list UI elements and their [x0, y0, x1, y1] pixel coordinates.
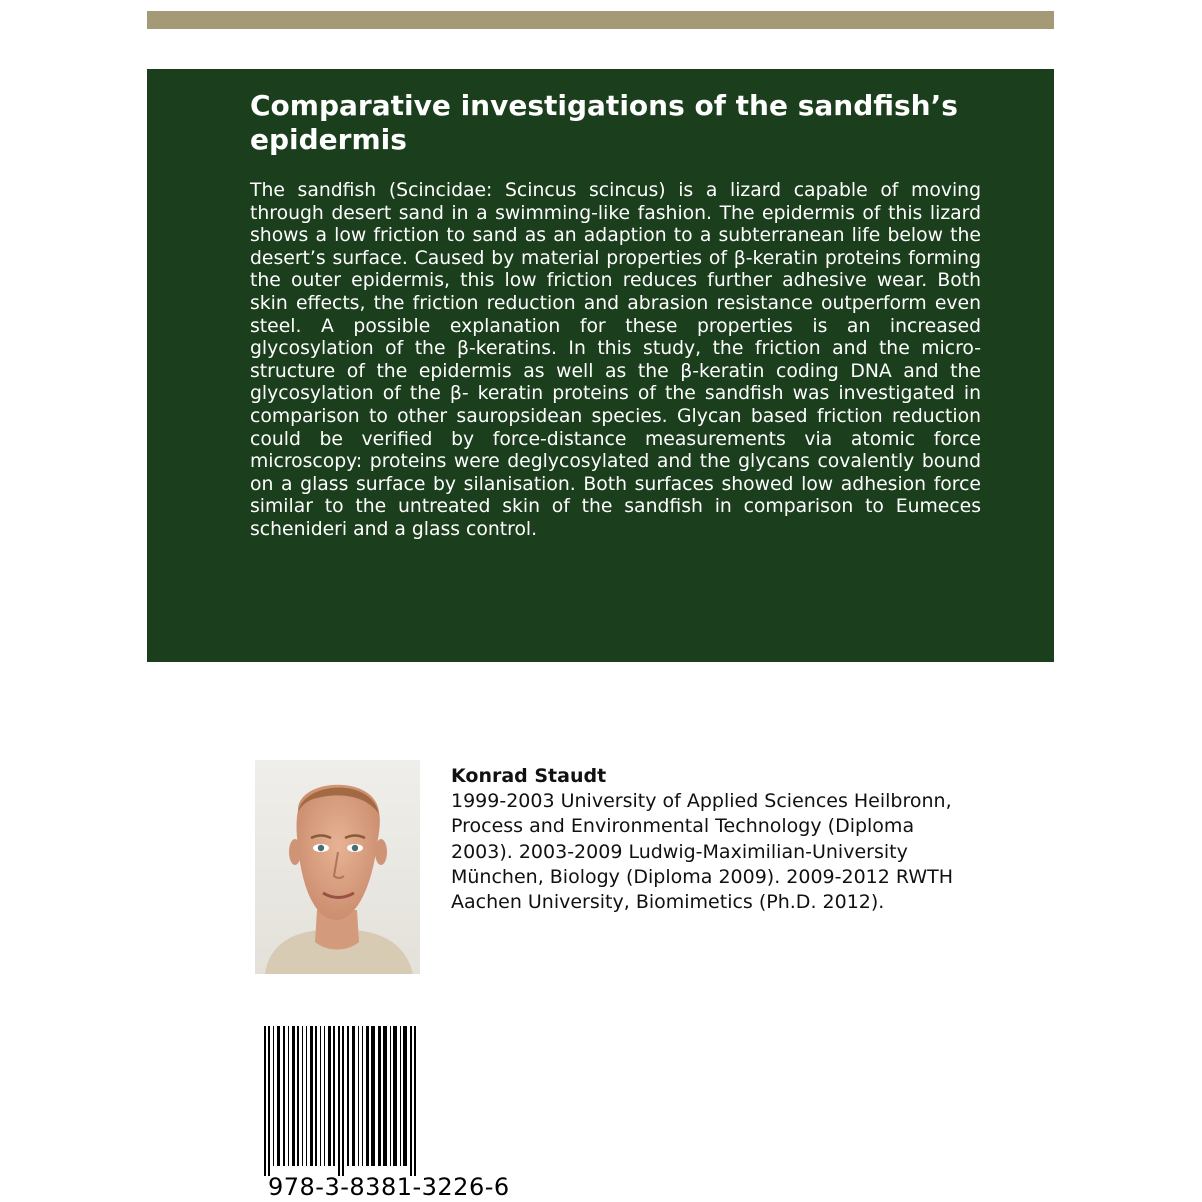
barcode-bar: [264, 1026, 266, 1176]
barcode-bar: [268, 1026, 270, 1176]
barcode-bar: [378, 1026, 381, 1166]
barcode-bar: [383, 1026, 387, 1166]
barcode-bar: [273, 1026, 274, 1166]
barcode-bar: [302, 1026, 303, 1166]
barcode-bar: [277, 1026, 280, 1166]
barcode-bar: [283, 1026, 285, 1166]
back-cover-panel: [147, 69, 1054, 662]
barcode-bar: [410, 1026, 412, 1176]
barcode-bar: [403, 1026, 407, 1166]
barcode-bar: [390, 1026, 391, 1166]
book-title: Comparative investigations of the sandfish’s epidermis: [250, 89, 958, 156]
barcode-bar: [297, 1026, 299, 1166]
barcode-bar: [338, 1026, 340, 1176]
barcode-bar: [393, 1026, 397, 1166]
barcode-bar: [333, 1026, 335, 1166]
barcode-bar: [371, 1026, 375, 1166]
author-photo: [255, 760, 420, 974]
abstract-text: The sandfish (Scincidae: Scincus scincus) is a lizard capable of moving through desert sand in a swimming-like fashion. The epidermis of this lizard shows a low friction to sand as an adaption to a subterranean life below the desert’s surface. Caused by material properties of β-keratin proteins forming the outer epidermis, this low friction reduces further adhesive wear. Both skin effects, the friction reduction and abrasion resistance outperform even steel. A possible explanation for these properties is an increased glycosylation of the β-keratins. In this study, the friction and the micro-structure of the epidermis as well as the β-keratin coding DNA and the glycosylation of the β- keratin proteins of the sandfish was investigated in comparison to other sauropsidean species. Glycan based friction reduction could be verified by force-distance measurements via atomic force microscopy: proteins were deglycosylated and the glycans covalently bound on a glass surface by silanisation. Both surfaces showed low adhesion force similar to the untreated skin of the sandfish in comparison to Eumeces schenideri and a glass control.: [250, 180, 981, 540]
barcode-bar: [292, 1026, 295, 1166]
barcode-bar: [310, 1026, 313, 1166]
top-accent-bar: [147, 11, 1054, 29]
author-bio: 1999-2003 University of Applied Sciences Heilbronn, Process and Environmental Technology (Diploma 2003). 2003-2009 Ludwig-Maximilian-University München, Biology (Diploma 2009). 2009-2012 RWTH Aachen University, Biomimetics (Ph.D. 2012).: [451, 790, 953, 914]
author-info: [451, 764, 971, 915]
isbn-number: 978-3-8381-3226-6: [268, 1173, 510, 1201]
barcode-bar: [288, 1026, 289, 1166]
isbn-barcode: [262, 1026, 530, 1176]
barcode-bar: [366, 1026, 369, 1166]
barcode-bar: [400, 1026, 401, 1166]
barcode-bar: [324, 1026, 325, 1166]
barcode-bar: [306, 1026, 307, 1166]
barcode-bar: [352, 1026, 355, 1166]
barcode-bar: [362, 1026, 363, 1166]
author-name: Konrad Staudt: [451, 765, 607, 787]
barcode-bar: [342, 1026, 344, 1176]
barcode-bar: [414, 1026, 416, 1176]
barcode-bar: [347, 1026, 349, 1166]
barcode-bar: [328, 1026, 331, 1166]
barcode-bar: [320, 1026, 321, 1166]
barcode-bar: [315, 1026, 317, 1166]
barcode-bar: [358, 1026, 359, 1166]
